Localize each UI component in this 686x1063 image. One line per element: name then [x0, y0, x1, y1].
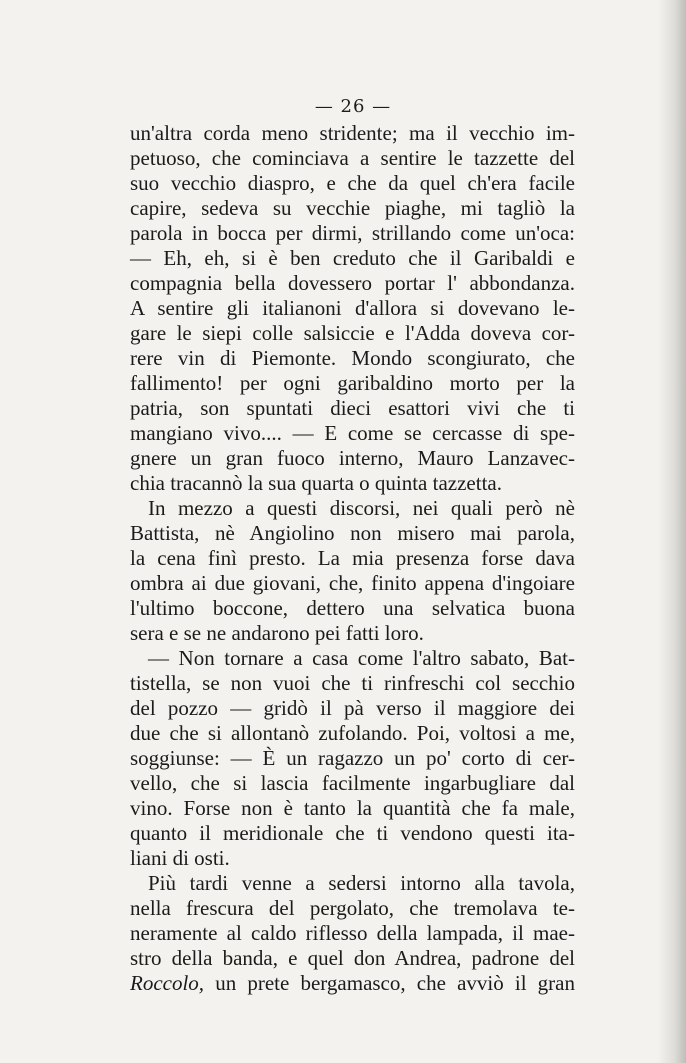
text-line: ombra ai due giovani, che, finito appena d'ingoiare — [130, 571, 575, 595]
text-line: capire, sedeva su vecchie piaghe, mi tagliò la — [130, 196, 575, 220]
text-line: compagnia bella dovessero portar l' abbondanza. — [130, 271, 575, 295]
text-line: stro della banda, e quel don Andrea, padrone del — [130, 946, 575, 970]
text-line: chia tracannò la sua quarta o quinta tazzetta. — [130, 471, 502, 495]
paragraph-start-line: In mezzo a questi discorsi, nei quali però nè — [148, 496, 575, 520]
text-line: A sentire gli italianoni d'allora si dovevano le- — [130, 296, 575, 320]
italic-title: Roccolo, — [130, 971, 205, 995]
text-line: parola in bocca per dirmi, strillando come un'oca: — [130, 221, 575, 245]
text-line: del pozzo — gridò il pà verso il maggiore dei — [130, 696, 575, 720]
page-edge-shadow — [658, 0, 686, 1063]
text-line: patria, son spuntati dieci esattori vivi che ti — [130, 396, 575, 420]
text-line: tistella, se non vuoi che ti rinfreschi col secchio — [130, 671, 575, 695]
text-line: l'ultimo boccone, dettero una selvatica buona — [130, 596, 575, 620]
text-line: — Eh, eh, si è ben creduto che il Garibaldi e — [130, 246, 575, 270]
text-line: nella frescura del pergolato, che tremolava te- — [130, 896, 575, 920]
text-line: Battista, nè Angiolino non misero mai parola, — [130, 521, 575, 545]
paragraph-start-line: — Non tornare a casa come l'altro sabato, Bat- — [148, 646, 575, 670]
text-line: neramente al caldo riflesso della lampada, il mae- — [130, 921, 575, 945]
text-line: vello, che si lascia facilmente ingarbugliare dal — [130, 771, 575, 795]
text-line: suo vecchio diaspro, e che da quel ch'era facile — [130, 171, 575, 195]
text-line: rere vin di Piemonte. Mondo scongiurato, che — [130, 346, 575, 370]
text-line: due che si allontanò zufolando. Poi, voltosi a me, — [130, 721, 575, 745]
text-line: gnere un gran fuoco interno, Mauro Lanzavec- — [130, 446, 575, 470]
line-remainder: un prete bergamasco, che avviò il gran — [204, 971, 575, 995]
text-line-with-italic — [130, 971, 575, 996]
text-line: mangiano vivo.... — E come se cercasse di spe- — [130, 421, 575, 445]
text-line: gare le siepi colle salsiccie e l'Adda doveva cor- — [130, 321, 575, 345]
text-line: soggiunse: — È un ragazzo un po' corto di cer- — [130, 746, 575, 770]
text-line: sera e se ne andarono pei fatti loro. — [130, 621, 424, 645]
body-text — [130, 121, 575, 996]
text-line: un'altra corda meno stridente; ma il vecchio im- — [130, 121, 575, 145]
text-line: liani di osti. — [130, 846, 230, 870]
text-line: vino. Forse non è tanto la quantità che fa male, — [130, 796, 575, 820]
text-line: quanto il meridionale che ti vendono questi ita- — [130, 821, 575, 845]
text-line: petuoso, che cominciava a sentire le tazzette del — [130, 146, 575, 170]
page-number: — 26 — — [314, 96, 392, 117]
paragraph-start-line: Più tardi venne a sedersi intorno alla tavola, — [148, 871, 575, 895]
text-line: la cena finì presto. La mia presenza forse dava — [130, 546, 575, 570]
text-line: fallimento! per ogni garibaldino morto per la — [130, 371, 575, 395]
